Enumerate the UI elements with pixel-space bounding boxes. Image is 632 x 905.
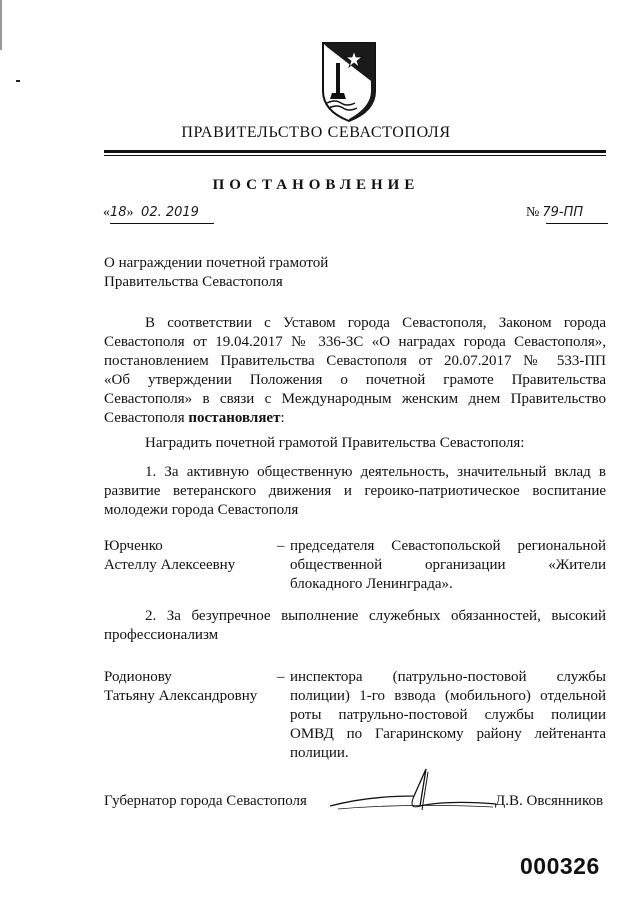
recipient-surname: Родионову [104,669,172,685]
award-item-1: 1. За активную общественную деятельность, значительный вклад в развитие ветеранского движения и героико-патриотическое воспитание молодежи города Севастополя [104,464,606,518]
date-open-quote: « [103,205,110,220]
signatory-title: Губернатор города Севастополя [104,793,307,809]
preamble-line: «Об утверждении Положения о почетной грамоте Правительства [104,372,606,388]
resolves-keyword: постановляет [188,410,281,426]
preamble-text: Севастополя [104,410,189,426]
recipient-2-name [104,668,279,706]
description-line: роты патрульно-постовой службы полиции [290,707,606,723]
recipient-given-names: Астеллу Алексеевну [104,557,236,573]
description-line: блокадного Ленинграда». [290,576,453,592]
award-intro: Наградить почетной грамотой Правительства Севастополя: [145,435,525,451]
coat-of-arms-icon [321,41,377,123]
preamble-paragraph [104,314,606,428]
date-close-quote: » [126,205,134,220]
description-line: инспектора (патрульно-постовой службы [290,669,606,685]
recipient-given-names: Татьяну Александровну [104,688,258,704]
document-date [103,205,199,221]
header-rule-thick [104,150,606,153]
scan-speck [16,80,20,82]
signature-image [328,766,498,816]
recipient-1-dash: – [277,538,285,554]
preamble-colon: : [280,410,285,426]
date-month-year: 02. 2019 [141,205,199,220]
date-day: 18 [110,205,127,220]
recipient-surname: Юрченко [104,538,163,554]
award-item-2: 2. За безупречное выполнение служебных обязанностей, высокий профессионализм [104,608,606,643]
number-sign: № [526,205,540,220]
document-type-title: ПОСТАНОВЛЕНИЕ [212,177,420,193]
subject-line: О награждении почетной грамотой [104,255,329,271]
recipient-1-description [290,537,606,594]
number-value: 79-ПП [542,205,584,220]
preamble-line: Севастополя от 19.04.2017 № 336-ЗС «О наградах города Севастополя», [104,334,606,350]
description-line: полиции. [290,745,349,761]
preamble-line [104,409,606,428]
description-line: полиции) 1-го взвода (мобильного) отдельной [290,688,606,704]
document-subject [104,254,524,292]
preamble-line: В соответствии с Уставом города Севастополя, Законом города [145,315,606,331]
signatory-name: Д.В. Овсянников [495,793,604,809]
description-line: председателя Севастопольской региональной [290,538,606,554]
scan-edge-artifact [0,0,2,50]
recipient-1-name [104,537,279,575]
description-line: общественной организации «Жители [290,557,606,573]
government-name: ПРАВИТЕЛЬСТВО СЕВАСТОПОЛЯ [181,124,451,141]
recipient-2-description [290,668,606,763]
document-number [526,205,583,221]
subject-line: Правительства Севастополя [104,274,283,290]
preamble-line: постановлением Правительства Севастополя от 20.07.2017 № 533-ПП [104,353,606,369]
number-underline [546,223,608,224]
preamble-line: Севастополя» в связи с Международным женским днем Правительство [104,391,606,407]
header-rule-thin [104,155,606,156]
description-line: ОМВД по Гагаринскому району лейтенанта [290,726,606,742]
serial-number: 000326 [520,853,600,879]
date-underline [110,223,214,224]
recipient-2-dash: – [277,669,285,685]
